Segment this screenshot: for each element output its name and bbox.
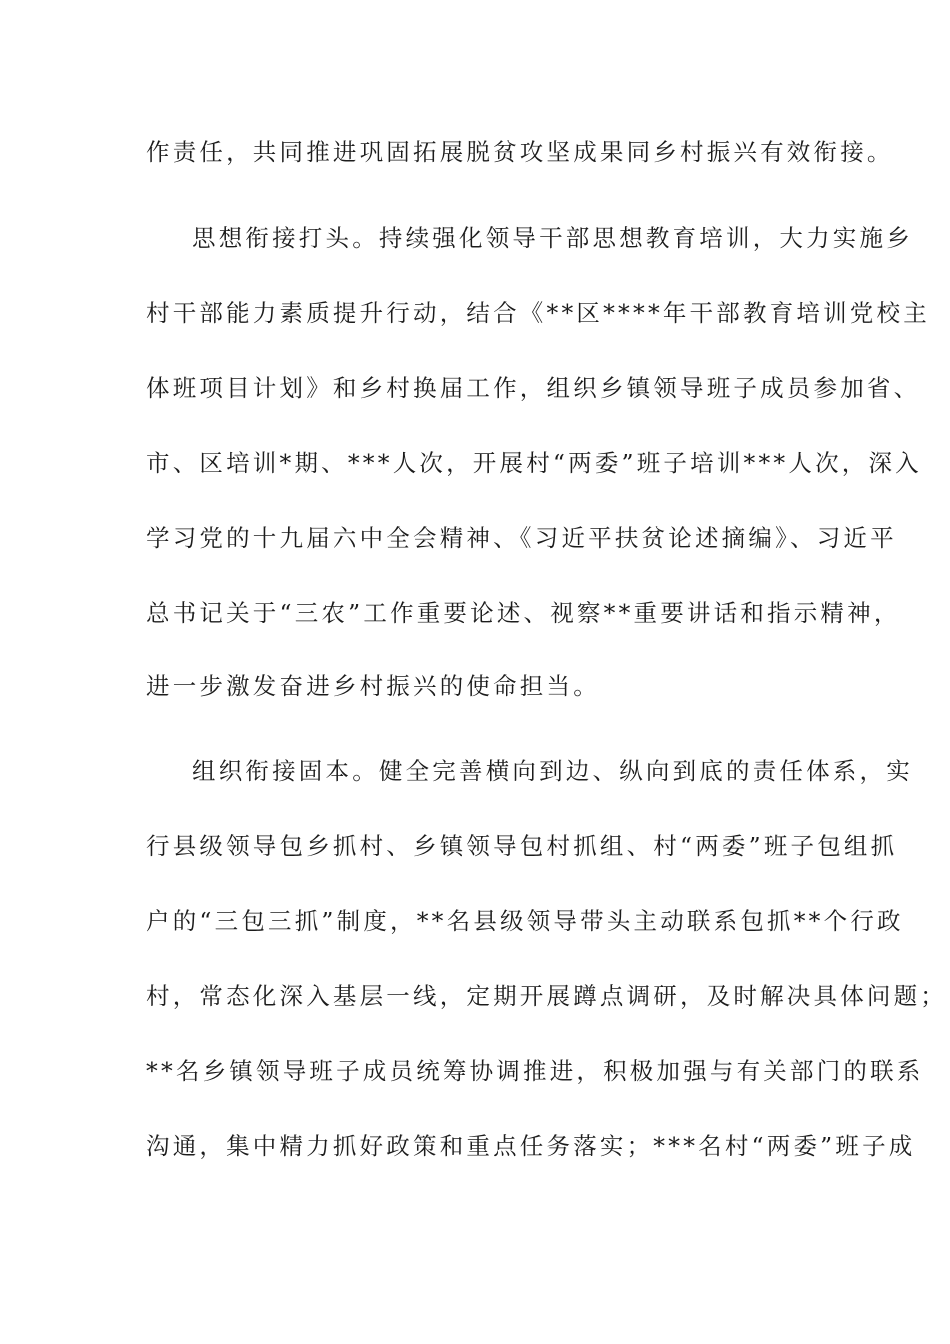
text-line: 户的“三包三抓”制度，**名县级领导带头主动联系包抓**个行政 [146,907,904,935]
text-line: 村干部能力素质提升行动，结合《**区****年干部教育培训党校主 [146,299,930,327]
text-line: 学习党的十九届六中全会精神、《习近平扶贫论述摘编》、习近平 [146,524,897,552]
text-line: 市、区培训*期、***人次，开展村“两委”班子培训***人次，深入 [146,449,922,477]
text-line: **名乡镇领导班子成员统筹协调推进，积极加强与有关部门的联系 [146,1057,924,1085]
text-line: 体班项目计划》和乡村换届工作，组织乡镇领导班子成员参加省、 [146,374,921,402]
text-line: 行县级领导包乡抓村、乡镇领导包村抓组、村“两委”班子包组抓 [146,832,898,860]
paragraph-heading-line: 思想衔接打头。持续强化领导干部思想教育培训，大力实施乡 [192,224,913,252]
paragraph-heading-line: 组织衔接固本。健全完善横向到边、纵向到底的责任体系，实 [192,757,913,785]
text-line: 村，常态化深入基层一线，定期开展蹲点调研，及时解决具体问题； [146,982,947,1010]
text-line: 作责任，共同推进巩固拓展脱贫攻坚成果同乡村振兴有效衔接。 [146,138,894,166]
text-line: 进一步激发奋进乡村振兴的使命担当。 [146,672,600,700]
text-line: 总书记关于“三农”工作重要论述、视察**重要讲话和指示精神， [146,599,901,627]
text-line: 沟通，集中精力抓好政策和重点任务落实；***名村“两委”班子成 [146,1132,916,1160]
